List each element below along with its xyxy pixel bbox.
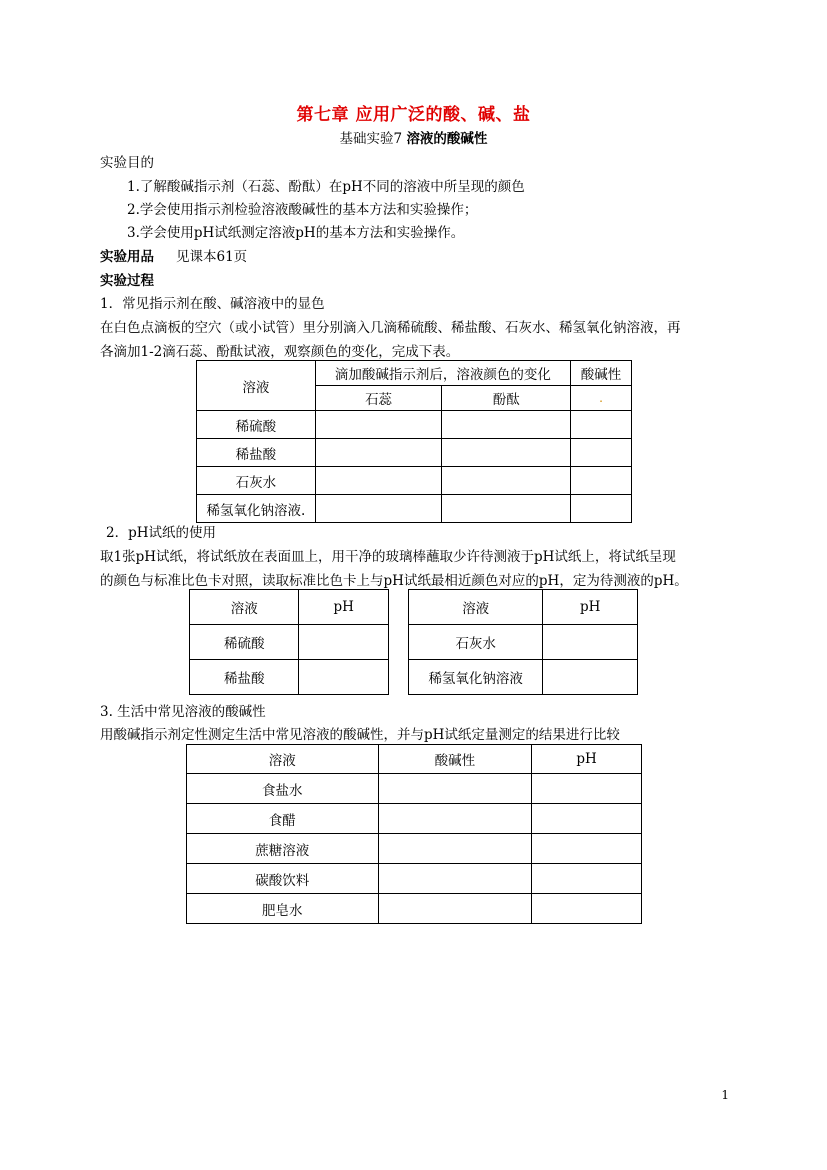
table-row [187,804,642,834]
table-row [197,439,632,467]
blank-cell [532,864,642,894]
row-label: 稀硫酸 [190,625,299,660]
blank-cell [315,467,442,495]
section2-heading: 2．pH试纸的使用 [106,525,217,541]
header-mark-cell [571,386,632,411]
section3-heading: 3. 生活中常见溶液的酸碱性 [100,704,266,720]
objective-item-3: 3.学会使用pH试纸测定溶液pH的基本方法和实验操作。 [127,225,465,241]
header-litmus: 石蕊 [315,386,442,411]
header-color-change: 滴加酸碱指示剂后，溶液颜色的变化 [315,361,570,386]
row-label: 碳酸饮料 [187,864,379,894]
row-label: 稀硫酸 [197,411,316,439]
subtitle-prefix: 基础实验7 [339,131,407,147]
row-label: 石灰水 [409,625,543,660]
page-number: 1 [721,1088,729,1102]
row-label: 蔗糖溶液 [187,834,379,864]
blank-cell [543,625,638,660]
blank-cell [532,834,642,864]
supplies-line [100,245,247,265]
header-ph: pH [532,745,642,774]
process-heading: 实验过程 [100,273,154,289]
objective-item-2: 2.学会使用指示剂检验溶液酸碱性的基本方法和实验操作； [127,202,478,218]
page-title: 第七章 应用广泛的酸、碱、盐 [296,105,531,125]
blank-cell [378,774,532,804]
section2-text-2: 的颜色与标准比色卡对照，读取标准比色卡上与pH试纸最相近颜色对应的pH，定为待测液的pH。 [100,573,688,589]
blank-cell [315,495,442,523]
blank-cell [543,660,638,695]
table-row [190,625,389,660]
blank-cell [315,439,442,467]
header-solution: 溶液 [409,590,543,625]
table-row [190,660,389,695]
section1-text-2: 各滴加1-2滴石蕊、酚酞试液，观察颜色的变化，完成下表。 [100,344,460,360]
supplies-text: 见课本61页 [176,249,248,265]
blank-cell [571,411,632,439]
row-label: 稀盐酸 [197,439,316,467]
page-subtitle [0,127,827,147]
blank-cell [532,774,642,804]
mark-dot: . [599,391,603,405]
table-row [197,411,632,439]
blank-cell [571,495,632,523]
blank-cell [442,439,571,467]
header-solution: 溶液 [187,745,379,774]
section2-text-1: 取1张pH试纸，将试纸放在表面皿上，用干净的玻璃棒蘸取少许待测液于pH试纸上，将试纸呈现 [100,549,676,565]
indicator-table [196,360,632,523]
blank-cell [532,804,642,834]
blank-cell [532,894,642,924]
row-label: 肥皂水 [187,894,379,924]
blank-cell [299,660,389,695]
table-row [197,467,632,495]
blank-cell [378,834,532,864]
row-label: 稀盐酸 [190,660,299,695]
header-acidity: 酸碱性 [378,745,532,774]
ph-table-right [408,589,638,695]
table-row [187,864,642,894]
blank-cell [571,467,632,495]
table-row [187,774,642,804]
row-label: 食盐水 [187,774,379,804]
blank-cell [378,864,532,894]
section1-text-1: 在白色点滴板的空穴（或小试管）里分别滴入几滴稀硫酸、稀盐酸、石灰水、稀氢氧化钠溶液，再 [100,320,681,336]
header-ph: pH [299,590,389,625]
row-label: 稀氢氧化钠溶液 [409,660,543,695]
supplies-heading: 实验用品 [100,249,154,265]
table-row [409,660,638,695]
subtitle-bold: 溶液的酸碱性 [406,131,488,147]
ph-table-left [189,589,389,695]
household-table [186,744,642,924]
row-label: 石灰水 [197,467,316,495]
section1-heading: 1．常见指示剂在酸、碱溶液中的显色 [100,296,325,312]
blank-cell [442,467,571,495]
objective-item-1: 1.了解酸碱指示剂（石蕊、酚酞）在pH不同的溶液中所呈现的颜色 [127,179,525,195]
blank-cell [315,411,442,439]
row-label: 稀氢氧化钠溶液. [197,495,316,523]
section3-text: 用酸碱指示剂定性测定生活中常见溶液的酸碱性，并与pH试纸定量测定的结果进行比较 [100,727,620,743]
blank-cell [299,625,389,660]
header-solution: 溶液 [190,590,299,625]
table-row [197,495,632,523]
table-row [187,894,642,924]
row-label: 食醋 [187,804,379,834]
blank-cell [378,804,532,834]
header-acidity: 酸碱性 [571,361,632,386]
blank-cell [571,439,632,467]
objective-heading: 实验目的 [100,155,154,171]
table-row [409,625,638,660]
blank-cell [442,411,571,439]
table-row [187,834,642,864]
blank-cell [378,894,532,924]
blank-cell [442,495,571,523]
header-ph: pH [543,590,638,625]
header-solution: 溶液 [197,361,316,411]
header-phenolphthalein: 酚酞 [442,386,571,411]
